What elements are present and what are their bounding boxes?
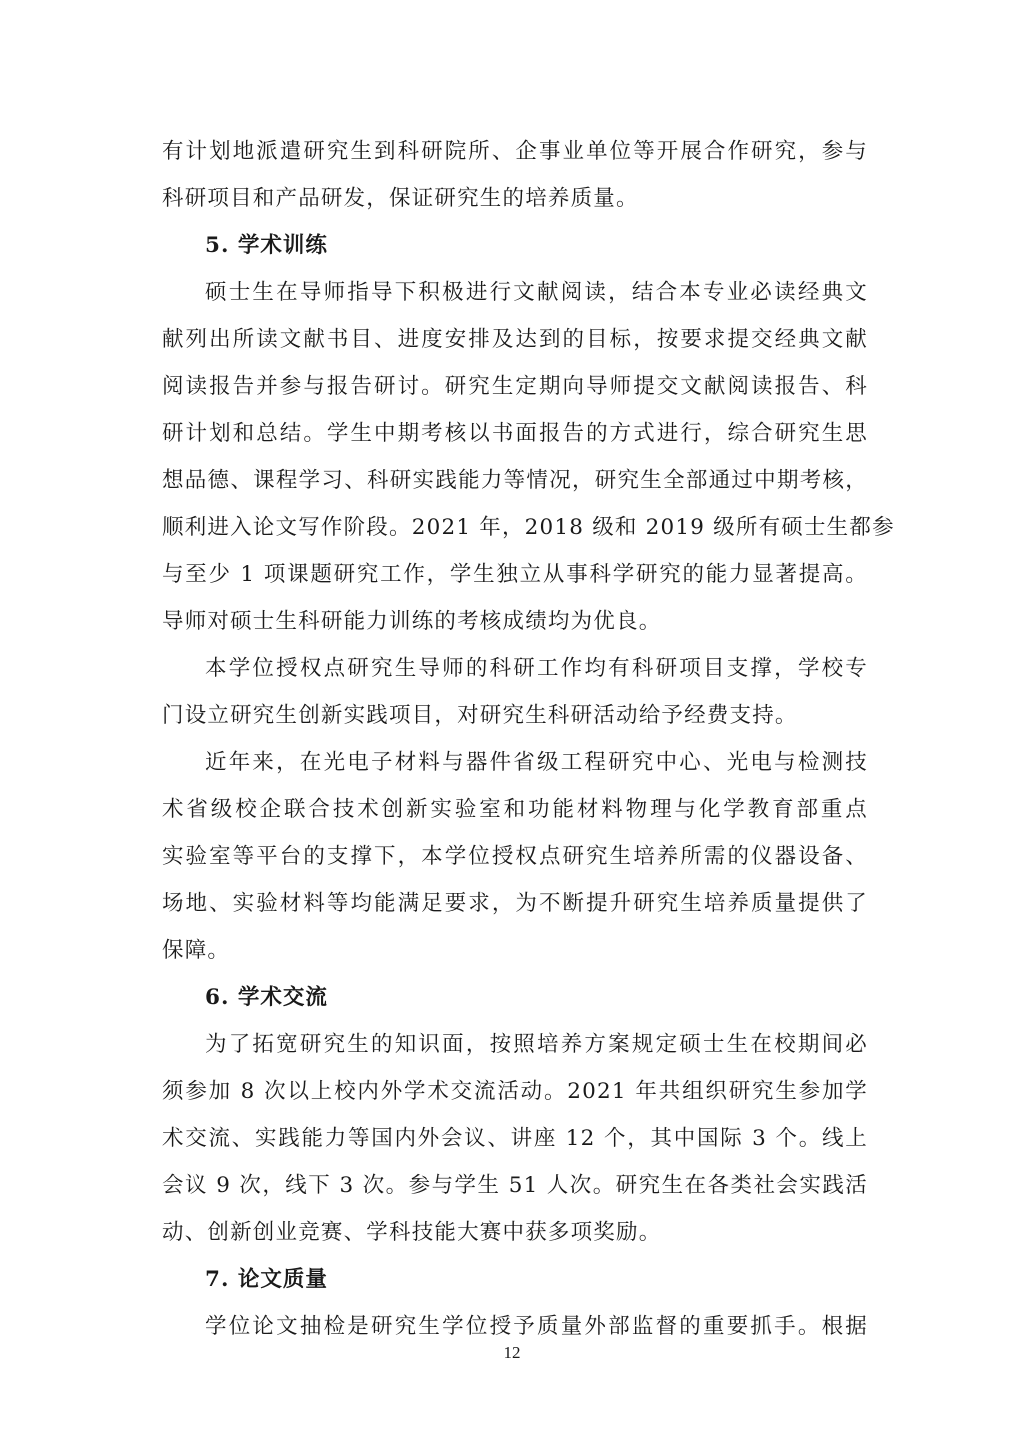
text-line: 硕士生在导师指导下积极进行文献阅读，结合本专业必读经典文: [205, 280, 868, 305]
paragraph-platforms: [162, 739, 868, 974]
paragraph-research-support: [162, 645, 868, 739]
text-line: 献列出所读文献书目、进度安排及达到的目标，按要求提交经典文献: [162, 327, 868, 352]
page-number: 12: [503, 1343, 521, 1362]
text-line: 术交流、实践能力等国内外会议、讲座 12 个，其中国际 3 个。线上: [162, 1126, 868, 1151]
text-line: 实验室等平台的支撑下，本学位授权点研究生培养所需的仪器设备、: [162, 844, 868, 869]
text-line: 有计划地派遣研究生到科研院所、企事业单位等开展合作研究，参与: [162, 139, 868, 164]
text-line: 想品德、课程学习、科研实践能力等情况，研究生全部通过中期考核，: [162, 468, 868, 493]
text-line: 场地、实验材料等均能满足要求，为不断提升研究生培养质量提供了: [162, 891, 868, 916]
text-line: 导师对硕士生科研能力训练的考核成绩均为优良。: [162, 609, 662, 634]
text-line: 顺利进入论文写作阶段。2021 年，2018 级和 2019 级所有硕士生都参: [162, 515, 895, 540]
text-line: 术省级校企联合技术创新实验室和功能材料物理与化学教育部重点: [162, 797, 868, 822]
text-line: 保障。: [162, 938, 231, 963]
text-line: 为了拓宽研究生的知识面，按照培养方案规定硕士生在校期间必: [205, 1032, 868, 1057]
text-line: 近年来，在光电子材料与器件省级工程研究中心、光电与检测技: [205, 750, 868, 775]
section-heading-academic-training: 5. 学术训练: [205, 233, 328, 258]
text-line: 会议 9 次，线下 3 次。参与学生 51 人次。研究生在各类社会实践活: [162, 1173, 868, 1198]
section-heading-thesis-quality: 7. 论文质量: [205, 1267, 328, 1292]
text-line: 本学位授权点研究生导师的科研工作均有科研项目支撑，学校专: [205, 656, 868, 681]
page-content: [162, 128, 895, 1350]
text-line: 科研项目和产品研发，保证研究生的培养质量。: [162, 186, 639, 211]
intro-paragraph: [162, 128, 868, 222]
paragraph-literature-reading: [162, 269, 895, 645]
text-line: 动、创新创业竞赛、学科技能大赛中获多项奖励。: [162, 1220, 662, 1245]
text-line: 须参加 8 次以上校内外学术交流活动。2021 年共组织研究生参加学: [162, 1079, 868, 1104]
paragraph-exchange: [162, 1021, 868, 1256]
text-line: 学位论文抽检是研究生学位授予质量外部监督的重要抓手。根据: [205, 1314, 868, 1339]
text-line: 阅读报告并参与报告研讨。研究生定期向导师提交文献阅读报告、科: [162, 374, 868, 399]
text-line: 门设立研究生创新实践项目，对研究生科研活动给予经费支持。: [162, 703, 798, 728]
text-line: 研计划和总结。学生中期考核以书面报告的方式进行，综合研究生思: [162, 421, 868, 446]
text-line: 与至少 1 项课题研究工作，学生独立从事科学研究的能力显著提高。: [162, 562, 868, 587]
section-heading-academic-exchange: 6. 学术交流: [205, 985, 328, 1010]
